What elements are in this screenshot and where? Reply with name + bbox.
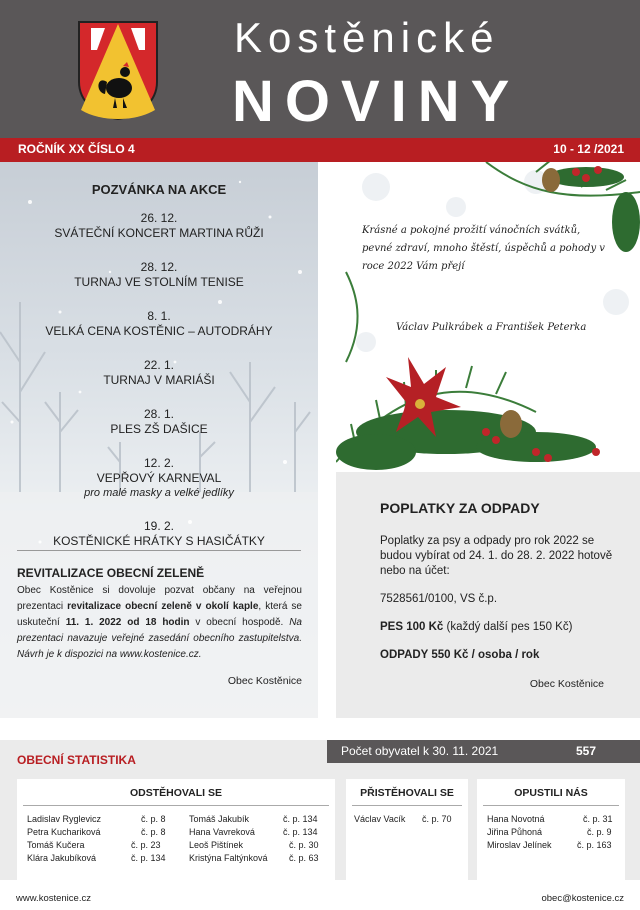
christmas-decoration-illustration — [336, 162, 640, 472]
event-name: VEPŘOVÝ KARNEVAL — [96, 471, 222, 485]
event-name: VELKÁ CENA KOSTĚNIC – AUTODRÁHY — [45, 324, 273, 338]
person-name: Tomáš Jakubík — [189, 814, 250, 824]
event-date: 19. 2. — [143, 519, 175, 533]
event-item — [0, 211, 318, 241]
events-heading: POZVÁNKA NA AKCE — [91, 182, 227, 197]
event-name: SVÁTEČNÍ KONCERT MARTINA RŮŽI — [54, 226, 264, 240]
house-number: č. p. 70 — [422, 814, 452, 824]
person-name: Kristýna Faltýnková — [189, 853, 268, 863]
coat-of-arms-logo — [77, 20, 159, 120]
event-date: 28. 12. — [140, 260, 178, 274]
revitalization-text — [17, 583, 302, 663]
person-name: Hana Vavreková — [189, 827, 255, 837]
issue-bar — [0, 138, 640, 162]
fees-dog-price: PES 100 Kč — [380, 621, 444, 633]
footer-website-link[interactable]: www.kostenice.cz — [16, 893, 91, 904]
issue-date: 10 - 12 /2021 — [553, 142, 624, 156]
divider — [17, 550, 301, 551]
population-label: Počet obyvatel k 30. 11. 2021 — [341, 744, 499, 758]
footer-email-link[interactable]: obec@kostenice.cz — [541, 893, 624, 904]
person-name: Jiřina Půhoná — [487, 827, 543, 837]
greeting-text: Krásné a pokojné prožití vánočních svátků, pevné zdraví, mnoho štěstí, úspěchů a pohody v roce 2022 Vám přejí — [362, 225, 605, 272]
divider — [352, 805, 462, 806]
deceased-heading: OPUSTILI NÁS — [514, 787, 588, 799]
person-name: Ladislav Ryglevicz — [27, 814, 102, 824]
text-run-bold: 11. 1. 2022 od 18 hodin — [65, 617, 190, 628]
event-date: 8. 1. — [147, 309, 171, 323]
event-name: TURNAJ V MARIÁŠI — [103, 373, 215, 387]
revitalization-heading: REVITALIZACE OBECNÍ ZELENĚ — [17, 566, 205, 580]
person-name: Hana Novotná — [487, 814, 545, 824]
house-number: č. p. 63 — [289, 853, 319, 863]
person-name: Tomáš Kučera — [27, 840, 85, 850]
fees-waste: ODPADY 550 Kč / osoba / rok — [380, 649, 540, 661]
event-item — [0, 407, 318, 437]
house-number: č. p. 134 — [131, 853, 166, 863]
deceased-card — [477, 779, 625, 881]
person-name: Petra Kuchariková — [27, 827, 101, 837]
population-value: 557 — [576, 744, 597, 758]
text-run-bold: revitalizace obecní zeleně v okolí kaple — [67, 601, 259, 612]
event-item — [0, 519, 318, 549]
issue-number: ROČNÍK XX ČÍSLO 4 — [18, 142, 135, 156]
page-footer — [0, 880, 640, 910]
fees-account: 7528561/0100, VS č.p. — [380, 593, 498, 605]
moved-in-heading: PŘISTĚHOVALI SE — [360, 787, 454, 799]
event-name: TURNAJ VE STOLNÍM TENISE — [74, 275, 244, 289]
house-number: č. p. 23 — [131, 840, 161, 850]
event-date: 12. 2. — [143, 456, 175, 470]
person-name: Miroslav Jelínek — [487, 840, 552, 850]
event-date: 26. 12. — [140, 211, 178, 225]
event-name: KOSTĚNICKÉ HRÁTKY S HASIČÁTKY — [53, 534, 265, 548]
moved-out-card — [17, 779, 335, 881]
text-run: v obecní hospodě. — [189, 617, 290, 628]
house-number: č. p. 134 — [283, 814, 318, 824]
person-name: Václav Vacík — [354, 814, 406, 824]
event-note: pro malé masky a velké jedlíky — [84, 487, 234, 499]
text-run-italic: Na prezentaci navazuje veřejné zasedání obecního zastupitelstva. Návrh je k dispozici na www.kostenice.cz. — [17, 617, 302, 660]
house-number: č. p. 30 — [289, 840, 319, 850]
house-number: č. p. 8 — [141, 814, 166, 824]
greeting-names: Václav Pulkrábek a František Peterka — [396, 322, 587, 333]
house-number: č. p. 31 — [583, 814, 613, 824]
event-date: 28. 1. — [143, 407, 175, 421]
text-run: , která se uskuteční — [17, 601, 302, 628]
masthead-title-bottom: NOVINY — [232, 69, 521, 134]
event-name: PLES ZŠ DAŠICE — [110, 422, 208, 436]
event-item — [0, 456, 318, 500]
fees-signature: Obec Kostěnice — [529, 678, 604, 690]
moved-out-heading: ODSTĚHOVALI SE — [130, 787, 222, 799]
house-number: č. p. 163 — [577, 840, 612, 850]
christmas-greeting — [336, 162, 640, 472]
event-item — [0, 309, 318, 339]
person-name: Klára Jakubíková — [27, 853, 97, 863]
fees-dog — [380, 621, 572, 633]
event-item — [0, 358, 318, 388]
divider — [483, 805, 619, 806]
event-date: 22. 1. — [143, 358, 175, 372]
statistics-heading: OBECNÍ STATISTIKA — [17, 753, 136, 767]
fees-dog-note: (každý další pes 150 Kč) — [443, 621, 573, 633]
house-number: č. p. 134 — [283, 827, 318, 837]
moved-in-card — [346, 779, 468, 881]
house-number: č. p. 9 — [587, 827, 612, 837]
population-bar — [327, 740, 640, 763]
fees-heading: POPLATKY ZA ODPADY — [380, 500, 540, 516]
masthead — [0, 0, 640, 138]
revitalization-article — [17, 566, 302, 687]
house-number: č. p. 8 — [141, 827, 166, 837]
masthead-title-top: Kostěnické — [234, 14, 500, 61]
divider — [23, 805, 329, 806]
events-list — [0, 162, 318, 568]
waste-fees-box — [336, 472, 640, 718]
event-item — [0, 260, 318, 290]
text-run: Obec Kostěnice si dovoluje pozvat občany na veřejnou prezentaci — [17, 585, 302, 612]
fees-text: Poplatky za psy a odpady pro rok 2022 se budou vybírat od 24. 1. do 28. 2. 2022 hotově nebo na účet: — [380, 535, 613, 577]
revitalization-signature: Obec Kostěnice — [227, 675, 302, 687]
person-name: Leoš Pištínek — [189, 840, 244, 850]
